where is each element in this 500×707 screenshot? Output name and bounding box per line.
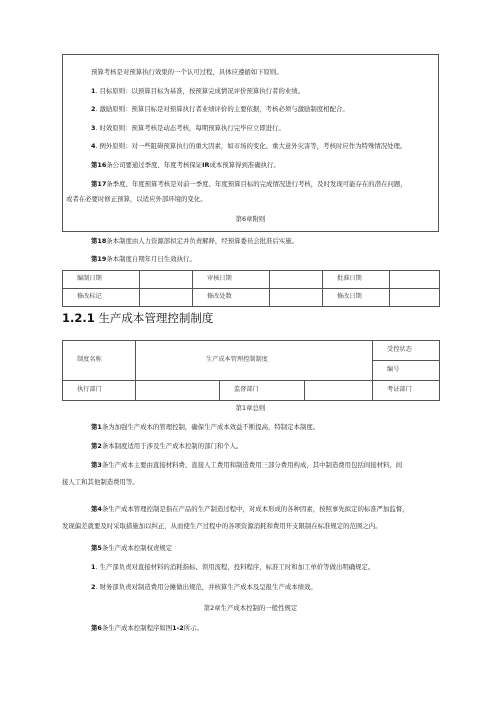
cell-approval-date-value (390, 271, 440, 289)
article-2: 第2条本制度适用于涉及生产成本控制的部门和个人。 (91, 442, 243, 450)
cell-supervise-dept-value (305, 381, 373, 401)
article-5: 第5条生产成本控制权责规定 (91, 544, 173, 552)
principle-3: 3. 时效原则：预算考核是动态考核，每期预算执行完毕应立即进行。 (91, 124, 285, 132)
chapter-6-heading: 第6章附则 (235, 215, 266, 223)
cell-approval-date-label: 批准日期 (323, 271, 390, 289)
cell-code-label: 编号 (373, 361, 440, 381)
cell-policy-name-label: 制度名称 (63, 341, 136, 381)
cell-revision-mark-value (140, 289, 193, 307)
article-19: 第19条本制度自期年月日生效执行。 (91, 255, 196, 263)
cell-review-date-label: 审核日期 (193, 271, 270, 289)
cell-revision-date-value (390, 289, 440, 307)
cell-exec-dept-label: 执行部门 (63, 381, 136, 401)
article-4: 第4条生产成本管理控制是指在产品的生产制造过程中，对成本形成的各种因素，按照事先拟定的标准严加监督， (91, 505, 409, 513)
article-6: 第6条生产成本控制程序如图1-2所示。 (91, 624, 203, 632)
principle-1: 1. 目标原则：以预算目标为基准，按预算完成情况评价预算执行者的业绩。 (91, 87, 305, 95)
cell-control-status-label: 受控状态 (373, 341, 440, 361)
article-18: 第18条本制度由人力资源部拟定并负责解释，经预算委员会批准后实施。 (91, 237, 299, 245)
cell-revision-date-label: 修改日期 (323, 289, 390, 307)
principle-2: 2. 激励原则：预算目标是对预算执行者业绩评价的主要依据，考核必须与激励制度相配合。 (91, 105, 349, 113)
article-3-continued: 接人工和其他制造费用等。 (62, 478, 139, 486)
article-17-continued: 或者在必要时修正预算，以适应外部环境的变化。 (66, 195, 207, 203)
article-5-item-2: 2. 财务部负责对制造费用分摊做出规范，并核算生产成本及呈报生产成本绩效。 (91, 583, 317, 591)
principle-4: 4. 例外原则：对一些阻碍预算执行的重大因素，如市场的变化、重大意外灾害等，考核时应作为特殊情况处理。 (91, 142, 407, 150)
cell-revision-count-label: 修改处数 (193, 289, 270, 307)
intro-paragraph: 预算考核是对预算执行效果的一个认可过程，具体应遵循如下原则。 (91, 68, 283, 76)
article-1: 第1条为加强生产成本的管理控制，确保生产成本效益不断提高，特制定本制度。 (91, 423, 320, 431)
cell-prepared-date-value (140, 271, 193, 289)
cell-audit-dept-label: 考证部门 (373, 381, 440, 401)
chapter-2-heading: 第2章生产成本控制的一般性规定 (203, 604, 298, 612)
article-5-item-1: 1. 生产部负责对直接材料的消耗指标、领用流程，投料程序，标准工时和加工单价等做出明确规定。 (91, 563, 375, 571)
frame-right-border (438, 54, 439, 232)
cell-prepared-date-label: 编制日期 (63, 271, 140, 289)
article-17: 第17条季度、年度预算考核是对前一季度、年度预算目标的完成情况进行考核，及时发现可能存在的潜在问题， (91, 180, 407, 188)
cell-supervise-dept-label: 监督部门 (220, 381, 305, 401)
cell-exec-dept-value (136, 381, 220, 401)
sign-off-table (62, 270, 440, 307)
section-heading: 1.2.1 生产成本管理控制制度 (62, 311, 214, 325)
chapter-1-heading: 第1章总则 (235, 404, 266, 412)
article-3: 第3条生产成本主要由直接材料费、直接人工费用和制造费用三部分费用构成，其中制造费用包括间接材料，间 (91, 461, 403, 469)
article-16: 第16条公司要通过季度、年度考核保证IR成本预算得到准确执行。 (91, 161, 280, 169)
article-4-continued: 发现偏差就要及时采取措施加以纠正，从而使生产过程中的各项资源消耗和费用开支限制在标准规定的范围之内。 (62, 522, 382, 530)
cell-review-date-value (270, 271, 323, 289)
cell-revision-count-value (270, 289, 323, 307)
policy-header-table (62, 340, 440, 401)
cell-policy-name-value: 生产成本管理控制制度 (136, 341, 373, 381)
cell-revision-mark-label: 修改标记 (63, 289, 140, 307)
